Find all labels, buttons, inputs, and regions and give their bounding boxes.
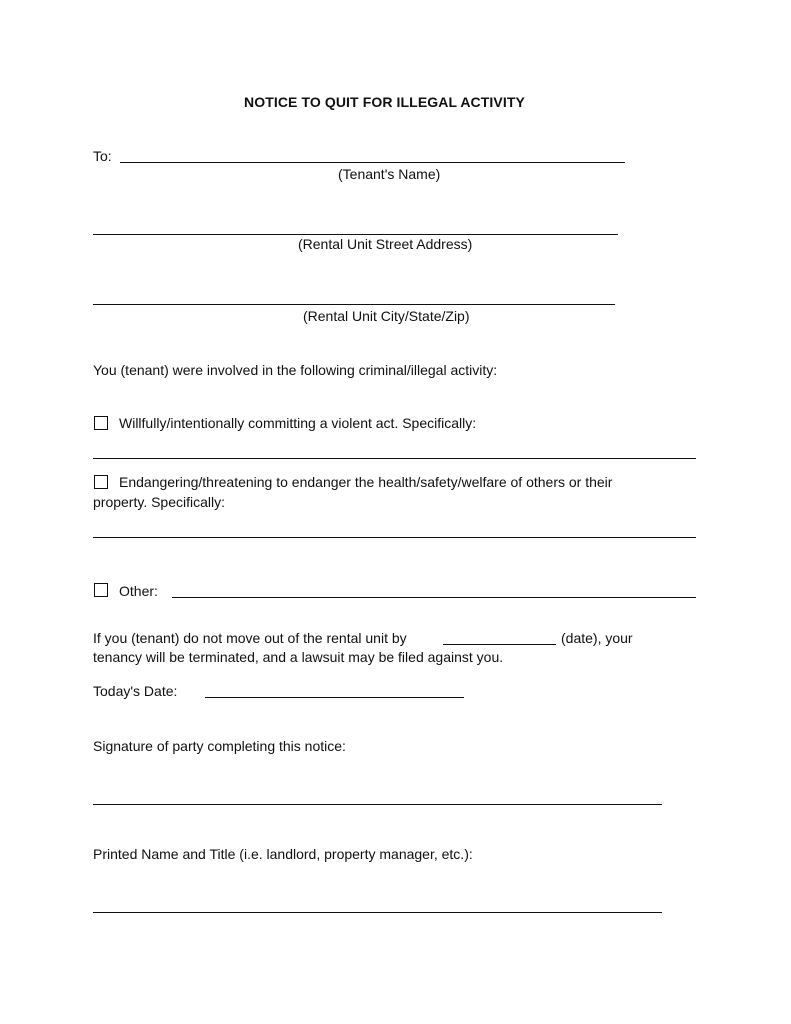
endangering-label-line2: property. Specifically: <box>93 494 226 510</box>
tenant-name-caption: (Tenant's Name) <box>338 166 441 182</box>
move-out-text-line2: tenancy will be terminated, and a lawsuit may be filed against you. <box>93 649 504 665</box>
todays-date-label: Today's Date: <box>93 683 178 699</box>
other-checkbox[interactable] <box>94 583 108 597</box>
endangering-details-line[interactable] <box>93 537 696 538</box>
printed-name-line[interactable] <box>93 912 662 913</box>
city-state-zip-line[interactable] <box>93 304 615 305</box>
move-out-text-part1: If you (tenant) do not move out of the rental unit by <box>93 630 407 646</box>
street-address-caption: (Rental Unit Street Address) <box>298 236 473 252</box>
violent-act-label: Willfully/intentionally committing a violent act. Specifically: <box>119 415 477 431</box>
endangering-checkbox[interactable] <box>94 475 108 489</box>
other-details-line[interactable] <box>172 597 696 598</box>
city-state-zip-caption: (Rental Unit City/State/Zip) <box>303 308 470 324</box>
involvement-statement: You (tenant) were involved in the following criminal/illegal activity: <box>93 362 498 378</box>
violent-act-checkbox[interactable] <box>94 416 108 430</box>
tenant-name-line[interactable] <box>120 162 625 163</box>
endangering-label-line1: Endangering/threatening to endanger the health/safety/welfare of others or their <box>119 474 613 490</box>
signature-label: Signature of party completing this notice: <box>93 738 346 754</box>
signature-line[interactable] <box>93 804 662 805</box>
move-out-text-part2: (date), your <box>561 630 633 646</box>
other-label: Other: <box>119 583 158 599</box>
page-title: NOTICE TO QUIT FOR ILLEGAL ACTIVITY <box>244 94 525 110</box>
printed-name-label: Printed Name and Title (i.e. landlord, property manager, etc.): <box>93 846 473 862</box>
move-out-date-line[interactable] <box>443 644 556 645</box>
todays-date-line[interactable] <box>205 697 464 698</box>
to-label: To: <box>93 148 112 164</box>
street-address-line[interactable] <box>93 234 618 235</box>
violent-act-details-line[interactable] <box>93 458 696 459</box>
